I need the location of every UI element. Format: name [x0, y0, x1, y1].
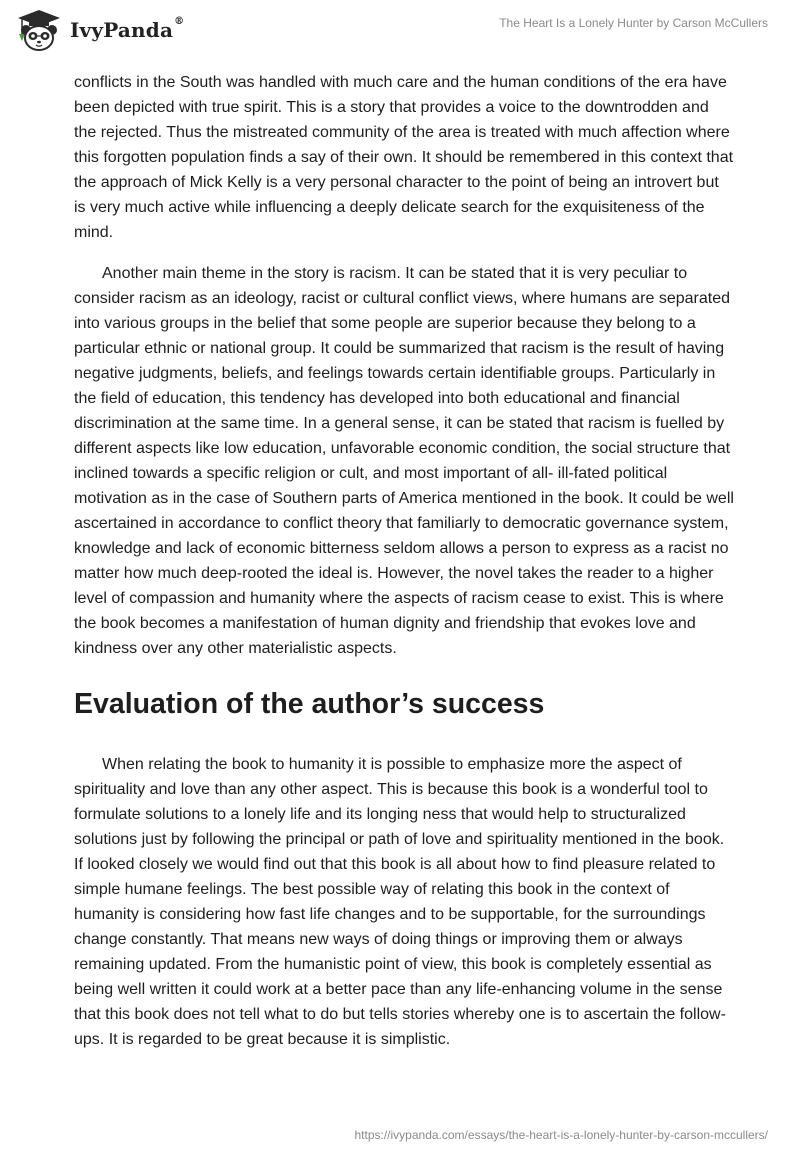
footer-url[interactable]: https://ivypanda.com/essays/the-heart-is-a-lonely-hunter-by-carson-mccullers/ — [354, 1128, 768, 1142]
section-heading: Evaluation of the author’s success — [74, 688, 545, 720]
paragraph-2: Another main theme in the story is racism. It can be stated that it is very peculiar to consider racism as an ideology, racist or cultural conflict views, where humans are separated into various groups in the belief that some people are superior because they belong to a particular ethnic or national group. It could be summarized that racism is the result of having negative judgments, beliefs, and feelings towards certain identifiable groups. Particularly in the field of education, this tendency has developed into both educational and financial discrimination at the same time. In a general sense, it can be stated that racism is fuelled by different aspects like low education, unfavorable economic condition, the social structure that inclined towards a specific religion or cult, and most important of all- ill-fated political motivation as in the case of Southern parts of America mentioned in the book. It could be well ascertained in accordance to conflict theory that familiarly to democratic governance system, knowledge and lack of economic bitterness seldom allows a person to express as a racist no matter how much deep-rooted the ideal is. However, the novel takes the reader to a higher level of compassion and humanity where the aspects of racism cease to exist. This is where the book becomes a manifestation of human dignity and friendship that evokes love and kindness over any other materialistic aspects. — [74, 265, 734, 657]
document-title: The Heart Is a Lonely Hunter by Carson McCullers — [499, 16, 768, 30]
essay-content — [74, 70, 734, 1068]
ivypanda-logo[interactable] — [14, 8, 184, 52]
paragraph-1: conflicts in the South was handled with much care and the human conditions of the era have been depicted with true spirit. This is a story that provides a voice to the downtrodden and the rejected. Thus the mistreated community of the area is treated with much affection where this forgotten population finds a say of their own. It should be remembered in this context that the approach of Mick Kelly is a very personal character to the point of being an introvert but is very much active while influencing a deeply delicate search for the exquisiteness of the mind. — [74, 74, 734, 241]
logo-text: IvyPanda® — [70, 16, 185, 42]
panda-graduate-icon — [14, 8, 64, 52]
paragraph-3: When relating the book to humanity it is possible to emphasize more the aspect of spirituality and love than any other aspect. This is because this book is a wonderful tool to formulate solutions to a lonely life and its longing ness that would help to structuralized solutions just by following the principal or path of love and spirituality mentioned in the book. If looked closely we would find out that this book is all about how to find pleasure related to simple humane feelings. The best possible way of relating this book in the context of humanity is considering how fast life changes and to be supportable, for the surroundings change constantly. That means new ways of doing things or improving them or always remaining updated. From the humanistic point of view, this book is completely essential as being well written it could work at a better pace than any life-enhancing volume in the sense that this book does not tell what to do but tells stories whereby one is to ascertain the follow-ups. It is regarded to be great because it is simplistic. — [74, 756, 726, 1048]
page-header — [0, 0, 800, 64]
